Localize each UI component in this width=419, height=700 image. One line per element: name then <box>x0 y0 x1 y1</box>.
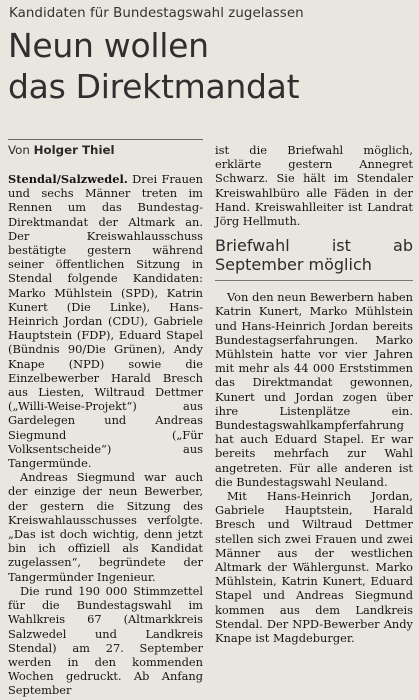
paragraph-1-text: Drei Frauen und sechs Männer treten im Rennen um das Bundestag-Direktmandat der Altmark an. Der Kreiswahlausschuss bestätigte gestern während seiner öffentlichen Sitzung in Stendal folgende Kandidaten: Marko Mühlstein (SPD), Katrin Kunert (Die Linke), Hans-Heinrich Jordan (CDU), Gabriele Hauptstein (FDP), Eduard Stapel (Bündnis 90/Die Grünen), Andy Knape (NPD) sowie die Einzelbewerber Harald Bresch aus Liesten, Wiltraud Dettmer („Willi-Weise-Projekt“) aus Gardelegen und Andreas Siegmund („Für Volksentscheide“) aus Tangermünde. <box>8 172 204 471</box>
headline-line-1: Neun wollen <box>8 26 209 65</box>
left-column <box>8 172 203 698</box>
right-column <box>215 143 413 645</box>
byline <box>8 143 203 157</box>
byline-author: Holger Thiel <box>33 143 115 157</box>
dateline: Stendal/Salzwedel. <box>8 172 128 186</box>
article-subhead: Briefwahl ist ab September möglich <box>215 236 413 275</box>
byline-prefix: Von <box>8 143 30 157</box>
article-headline <box>8 25 413 107</box>
paragraph-1 <box>8 172 203 470</box>
paragraph-3-continued: ist die Briefwahl möglich, erklärte gestern Annegret Schwarz. Sie hält im Stendaler Kreiswahlbüro alle Fäden in der Hand. Kreiswahlleiter ist Landrat Jörg Hellmuth. <box>215 143 413 229</box>
paragraph-3: Die rund 190 000 Stimmzettel für die Bundestagswahl im Wahlkreis 67 (Altmarkkreis Salzwedel und Landkreis Stendal) am 27. September werden in den kommenden Wochen gedruckt. Ab Anfang September <box>8 583 203 698</box>
paragraph-5: Mit Hans-Heinrich Jordan, Gabriele Hauptstein, Harald Bresch und Wiltraud Dettmer stellen sich zwei Frauen und zwei Männer aus der westlichen Altmark der Wählergunst. Marko Mühlstein, Katrin Kunert, Eduard Stapel und Andreas Siegmund kommen aus dem Landkreis Stendal. Der NPD-Bewerber Andy Knape ist Magdeburger. <box>215 489 413 646</box>
paragraph-4: Von den neun Bewerbern haben Katrin Kunert, Marko Mühlstein und Hans-Heinrich Jordan bereits Bundestagserfahrungen. Marko Mühlstein hatte vor vier Jahren mit mehr als 44 000 Erststimmen das Direktmandat gewonnen, Kunert und Jordan zogen über ihre Listenplätze ein. Bundestagswahlkampferfahrung hat auch Eduard Stapel. Er war bereits mehrfach zur Wahl angetreten. Für alle anderen ist die Bundestagswahl Neuland. <box>215 290 413 489</box>
byline-block <box>8 139 203 157</box>
subhead-rule <box>215 280 413 281</box>
headline-line-2: das Direktmandat <box>8 67 300 106</box>
article-kicker: Kandidaten für Bundestagswahl zugelassen <box>9 6 304 21</box>
byline-rule <box>8 139 203 140</box>
paragraph-2: Andreas Siegmund war auch der einzige der neun Bewerber, der gestern die Sitzung des Kreiswahlausschusses verfolgte. „Das ist doch wichtig, denn jetzt bin ich offiziell als Kandidat zugelassen“, begründete der Tangermünder Ingenieur. <box>8 470 203 584</box>
